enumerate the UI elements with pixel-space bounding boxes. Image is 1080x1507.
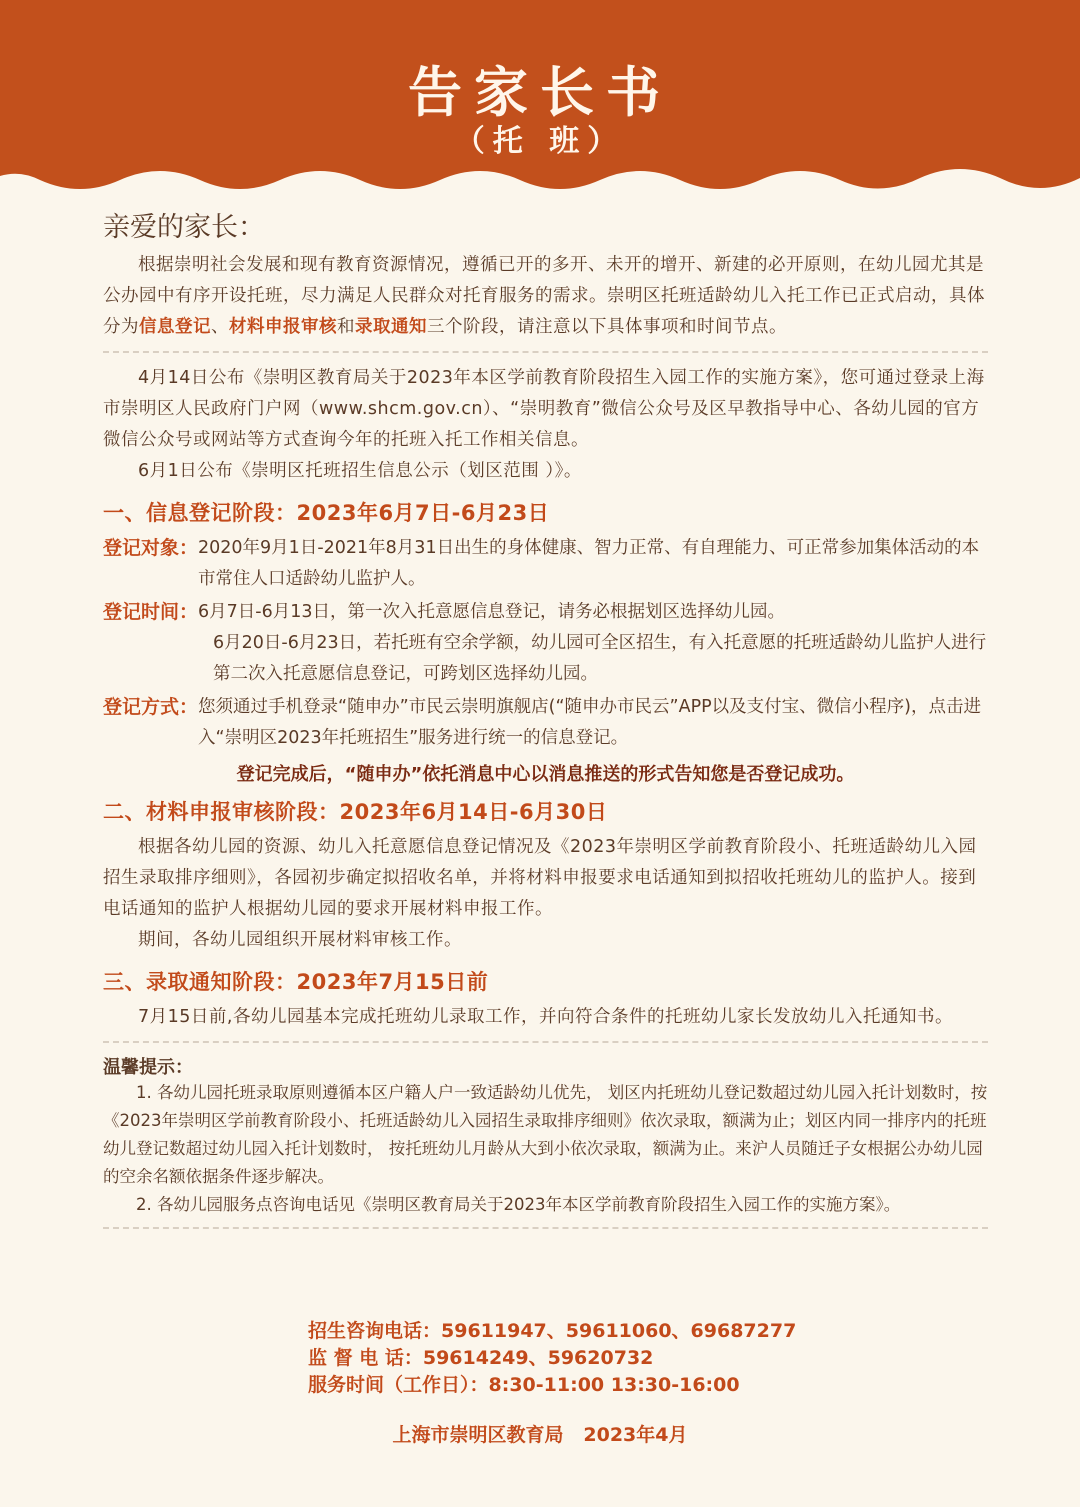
footer-org: 上海市崇明区教育局 bbox=[392, 1424, 564, 1446]
divider bbox=[103, 1227, 988, 1229]
register-method-label: 登记方式： bbox=[103, 696, 199, 718]
register-complete-note: 登记完成后，“随申办”依托消息中心以消息推送的形式告知您是否登记成功。 bbox=[236, 764, 855, 785]
section2-heading: 二、材料申报审核阶段：2023年6月14日-6月30日 bbox=[103, 800, 608, 824]
hotline-label: 招生咨询电话： bbox=[308, 1320, 442, 1342]
notice-paragraph-2: 6月1日公布《崇明区托班招生信息公示（划区范围 ）》。 bbox=[138, 461, 582, 481]
supervise-row bbox=[308, 1345, 868, 1372]
section2-paragraph-2: 期间，各幼儿园组织开展材料审核工作。 bbox=[138, 930, 462, 950]
contact-block bbox=[308, 1318, 868, 1399]
section2-paragraph-1: 根据各幼儿园的资源、幼儿入托意愿信息登记情况及《2023年崇明区学前教育阶段小、托班适龄幼儿入园招生录取排序细则》，各园初步确定拟招收名单，并将材料申报要求电话通知到拟招收托班幼儿的监护人。接到电话通知的监护人根据幼儿园的要求开展材料申报工作。 bbox=[103, 837, 977, 919]
register-time bbox=[103, 597, 988, 628]
footer bbox=[0, 1420, 1080, 1447]
section1-heading: 一、信息登记阶段：2023年6月7日-6月23日 bbox=[103, 501, 550, 525]
supervise-value: 59614249、59620732 bbox=[422, 1347, 654, 1369]
tips-title: 温馨提示： bbox=[103, 1057, 193, 1078]
register-target-label: 登记对象： bbox=[103, 537, 199, 559]
tip-item-1: 1. 各幼儿园托班录取原则遵循本区户籍人户一致适龄幼儿优先， 划区内托班幼儿登记数超过幼儿园入托计划数时，按《2023年崇明区学前教育阶段小、托班适龄幼儿入园招生录取排序细则》依次录取，额满为止；划区内同一排序内的托班幼儿登记数超过幼儿园入托计划数时， 按托班幼儿月龄从大到小依次录取，额满为止。来沪人员随迁子女根据公办幼儿园的空余名额依据条件逐步解决。 bbox=[103, 1083, 988, 1186]
register-target bbox=[103, 533, 988, 595]
section3-paragraph-1: 7月15日前,各幼儿园基本完成托班幼儿录取工作，并向符合条件的托班幼儿家长发放幼儿入托通知书。 bbox=[138, 1007, 953, 1027]
page-subtitle: （托 班） bbox=[454, 124, 626, 159]
greeting: 亲爱的家长： bbox=[103, 212, 265, 243]
register-time-text-1: 6月7日-6月13日，第一次入托意愿信息登记，请务必根据划区选择幼儿园。 bbox=[198, 602, 785, 622]
divider bbox=[103, 1041, 988, 1043]
register-target-text: 2020年9月1日-2021年8月31日出生的身体健康、智力正常、有自理能力、可正常参加集体活动的本市常住人口适龄幼儿监护人。 bbox=[198, 538, 980, 589]
hours-label: 服务时间（工作日）： bbox=[308, 1374, 489, 1396]
register-method bbox=[103, 692, 988, 754]
section3-heading: 三、录取通知阶段：2023年7月15日前 bbox=[103, 970, 489, 994]
divider bbox=[103, 351, 988, 353]
header-banner bbox=[0, 0, 1080, 200]
hours-value: 8:30-11:00 13:30-16:00 bbox=[488, 1374, 740, 1396]
tip-item-2: 2. 各幼儿园服务点咨询电话见《崇明区教育局关于2023年本区学前教育阶段招生入园工作的实施方案》。 bbox=[136, 1195, 901, 1214]
register-time-label: 登记时间： bbox=[103, 601, 199, 623]
notice-paragraph-1: 4月14日公布《崇明区教育局关于2023年本区学前教育阶段招生入园工作的实施方案》，您可通过登录上海市崇明区人民政府门户网（www.shcm.gov.cn）、“崇明教育”微信公众号及区早教指导中心、各幼儿园的官方微信公众号或网站等方式查询今年的托班入托工作相关信息。 bbox=[103, 368, 985, 450]
hotline-row bbox=[308, 1318, 868, 1345]
register-time-text-2: 6月20日-6月23日，若托班有空余学额，幼儿园可全区招生，有入托意愿的托班适龄幼儿监护人进行第二次入托意愿信息登记，可跨划区选择幼儿园。 bbox=[213, 633, 987, 684]
hotline-value: 59611947、59611060、69687277 bbox=[441, 1320, 797, 1342]
intro-paragraph: 根据崇明社会发展和现有教育资源情况，遵循已开的多开、未开的增开、新建的必开原则，在幼儿园尤其是公办园中有序开设托班，尽力满足人民群众对托育服务的需求。崇明区托班适龄幼儿入托工作已正式启动，具体分为信息登记、材料申报审核和录取通知三个阶段，请注意以下具体事项和时间节点。 bbox=[103, 255, 985, 337]
footer-date: 2023年4月 bbox=[583, 1424, 688, 1446]
supervise-label: 监 督 电 话： bbox=[308, 1347, 423, 1369]
hours-row bbox=[308, 1372, 868, 1399]
page-title: 告家长书 bbox=[408, 60, 672, 124]
register-method-text: 您须通过手机登录“随申办”市民云崇明旗舰店(“随申办市民云”APP以及支付宝、微信小程序)，点击进入“崇明区2023年托班招生”服务进行统一的信息登记。 bbox=[198, 697, 982, 748]
letter-body bbox=[103, 205, 988, 1239]
